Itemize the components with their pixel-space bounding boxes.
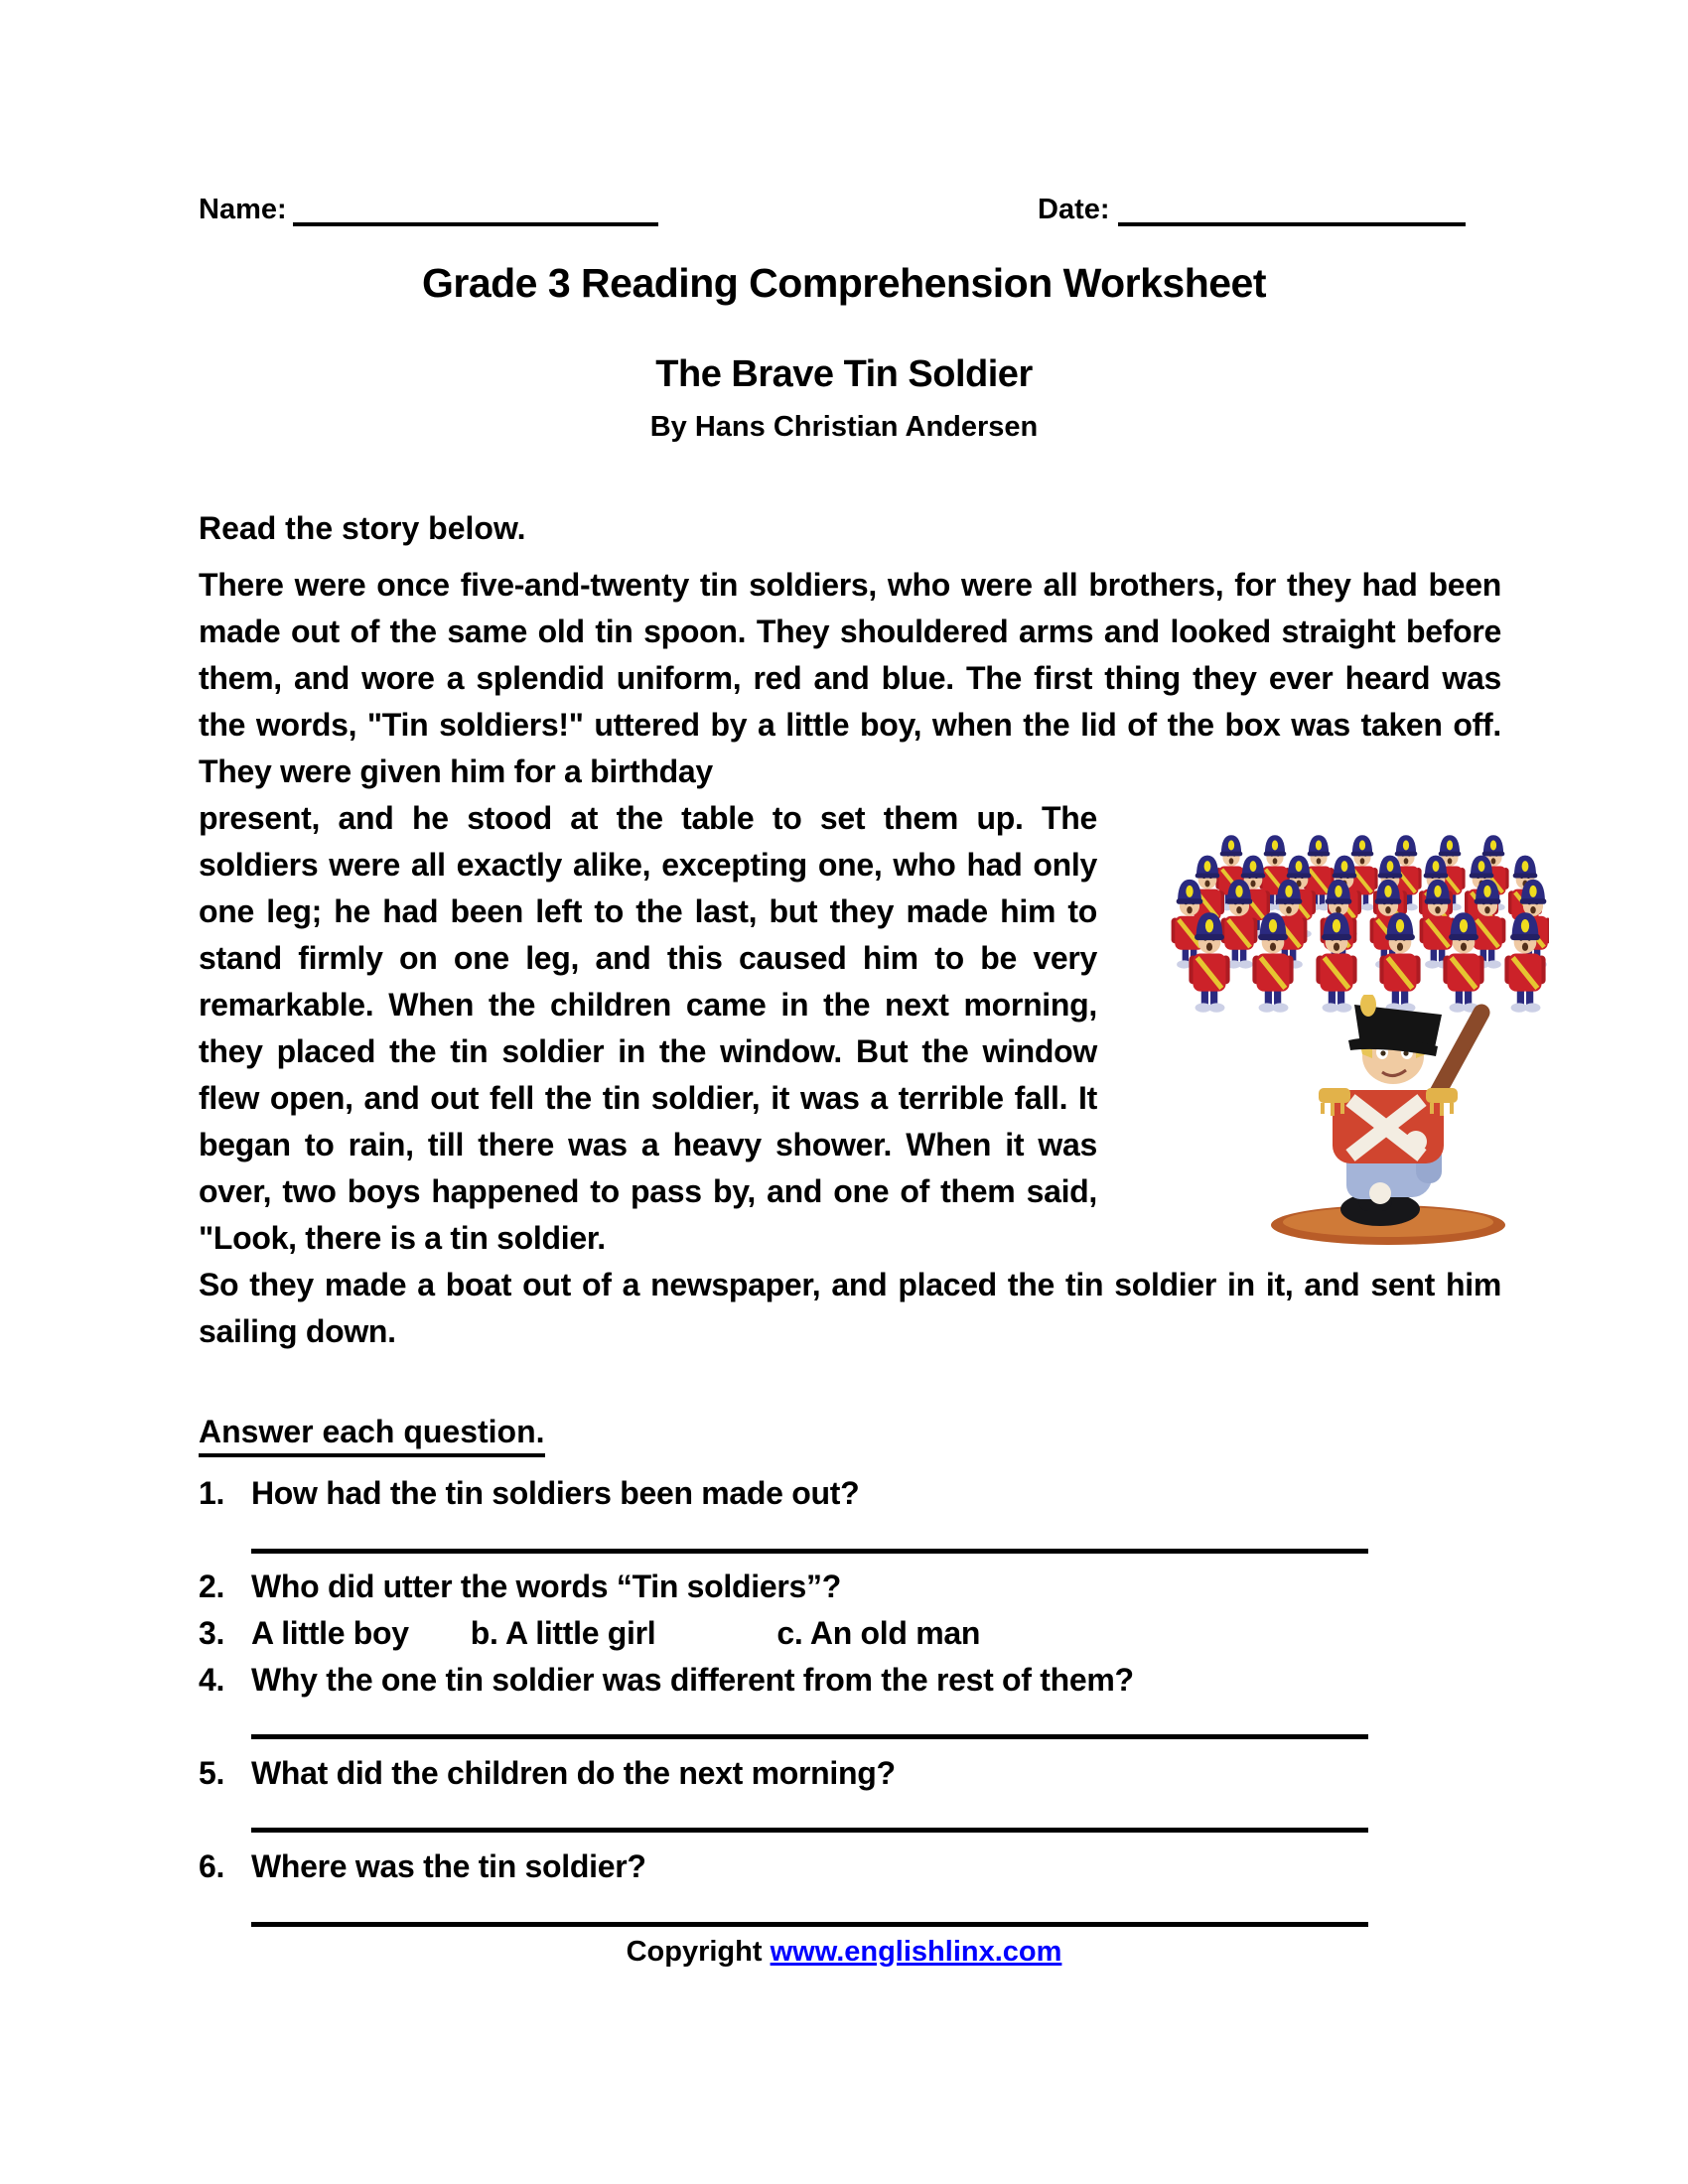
copyright-label: Copyright	[626, 1936, 771, 1968]
question-number: 4.	[199, 1662, 225, 1698]
question-1	[199, 1475, 1509, 1512]
question-6	[199, 1848, 1509, 1885]
englishlinx-link[interactable]: www.englishlinx.com	[770, 1936, 1062, 1968]
name-field-row	[199, 191, 658, 226]
question-text: Who did utter the words “Tin soldiers”?	[251, 1569, 841, 1604]
footer	[0, 1936, 1688, 1969]
question-5	[199, 1755, 1509, 1792]
question-text: Where was the tin soldier?	[251, 1848, 646, 1884]
name-input-line[interactable]	[293, 191, 658, 226]
epaulette-right	[1426, 1088, 1458, 1103]
tin-soldier-illustration	[1231, 995, 1544, 1251]
questions-heading	[199, 1414, 545, 1457]
glove	[1369, 1182, 1391, 1204]
date-input-line[interactable]	[1118, 191, 1466, 226]
question-number: 3.	[199, 1615, 225, 1651]
question-text: Why the one tin soldier was different from the rest of them?	[251, 1662, 1134, 1698]
question-number: 6.	[199, 1848, 225, 1884]
story-paragraph-2: present, and he stood at the table to set them up. The soldiers were all exactly alike, excepting one, who had only one leg; he had been left to the last, but they made him to stand firmly on one leg, and this caused him to be very remarkable. When the children came in the next morning, they placed the tin soldier in the window. But the window flew open, and out fell the tin soldier, it was a terrible fall. It began to rain, till there was a heavy shower. When it was over, two boys happened to pass by, and one of them said, "Look, there is a tin soldier.	[199, 800, 1097, 1256]
question-number: 5.	[199, 1755, 225, 1791]
question-3	[199, 1615, 1509, 1652]
epaulette-left	[1319, 1088, 1350, 1103]
answer-line-2[interactable]	[251, 1734, 1368, 1739]
question-4	[199, 1662, 1509, 1699]
question-number: 1.	[199, 1475, 225, 1511]
question-text: How had the tin soldiers been made out?	[251, 1475, 860, 1511]
question-2	[199, 1569, 1509, 1605]
answer-line-3[interactable]	[251, 1828, 1368, 1833]
name-label: Name:	[199, 194, 287, 225]
story-paragraph-3: So they made a boat out of a newspaper, and placed the tin soldier in it, and sent him sailing down.	[199, 1267, 1501, 1349]
story-title: The Brave Tin Soldier	[655, 353, 1033, 395]
choice-a[interactable]: A little boy	[251, 1615, 409, 1651]
answer-line-4[interactable]	[251, 1922, 1368, 1927]
page-title: Grade 3 Reading Comprehension Worksheet	[421, 260, 1267, 306]
date-label: Date:	[1038, 194, 1110, 225]
story-paragraph-1: There were once five-and-twenty tin soldiers, who were all brothers, for they had been made out of the same old tin spoon. They shouldered arms and looked straight before them, and wore a splendid uniform, red and blue. The first thing they ever heard was the words, "Tin soldiers!" uttered by a little boy, when the lid of the box was taken off. They were given him for a birthday	[199, 567, 1501, 789]
answer-line-1[interactable]	[251, 1549, 1368, 1554]
choice-c[interactable]: c. An old man	[776, 1615, 981, 1651]
read-instruction: Read the story below.	[199, 510, 526, 546]
story-byline: By Hans Christian Andersen	[649, 411, 1039, 443]
choice-b[interactable]: b. A little girl	[470, 1615, 656, 1651]
question-number: 2.	[199, 1569, 225, 1604]
date-field-row	[1038, 191, 1466, 226]
question-text: What did the children do the next morning?	[251, 1755, 896, 1791]
questions-heading-text: Answer each question.	[199, 1414, 545, 1457]
